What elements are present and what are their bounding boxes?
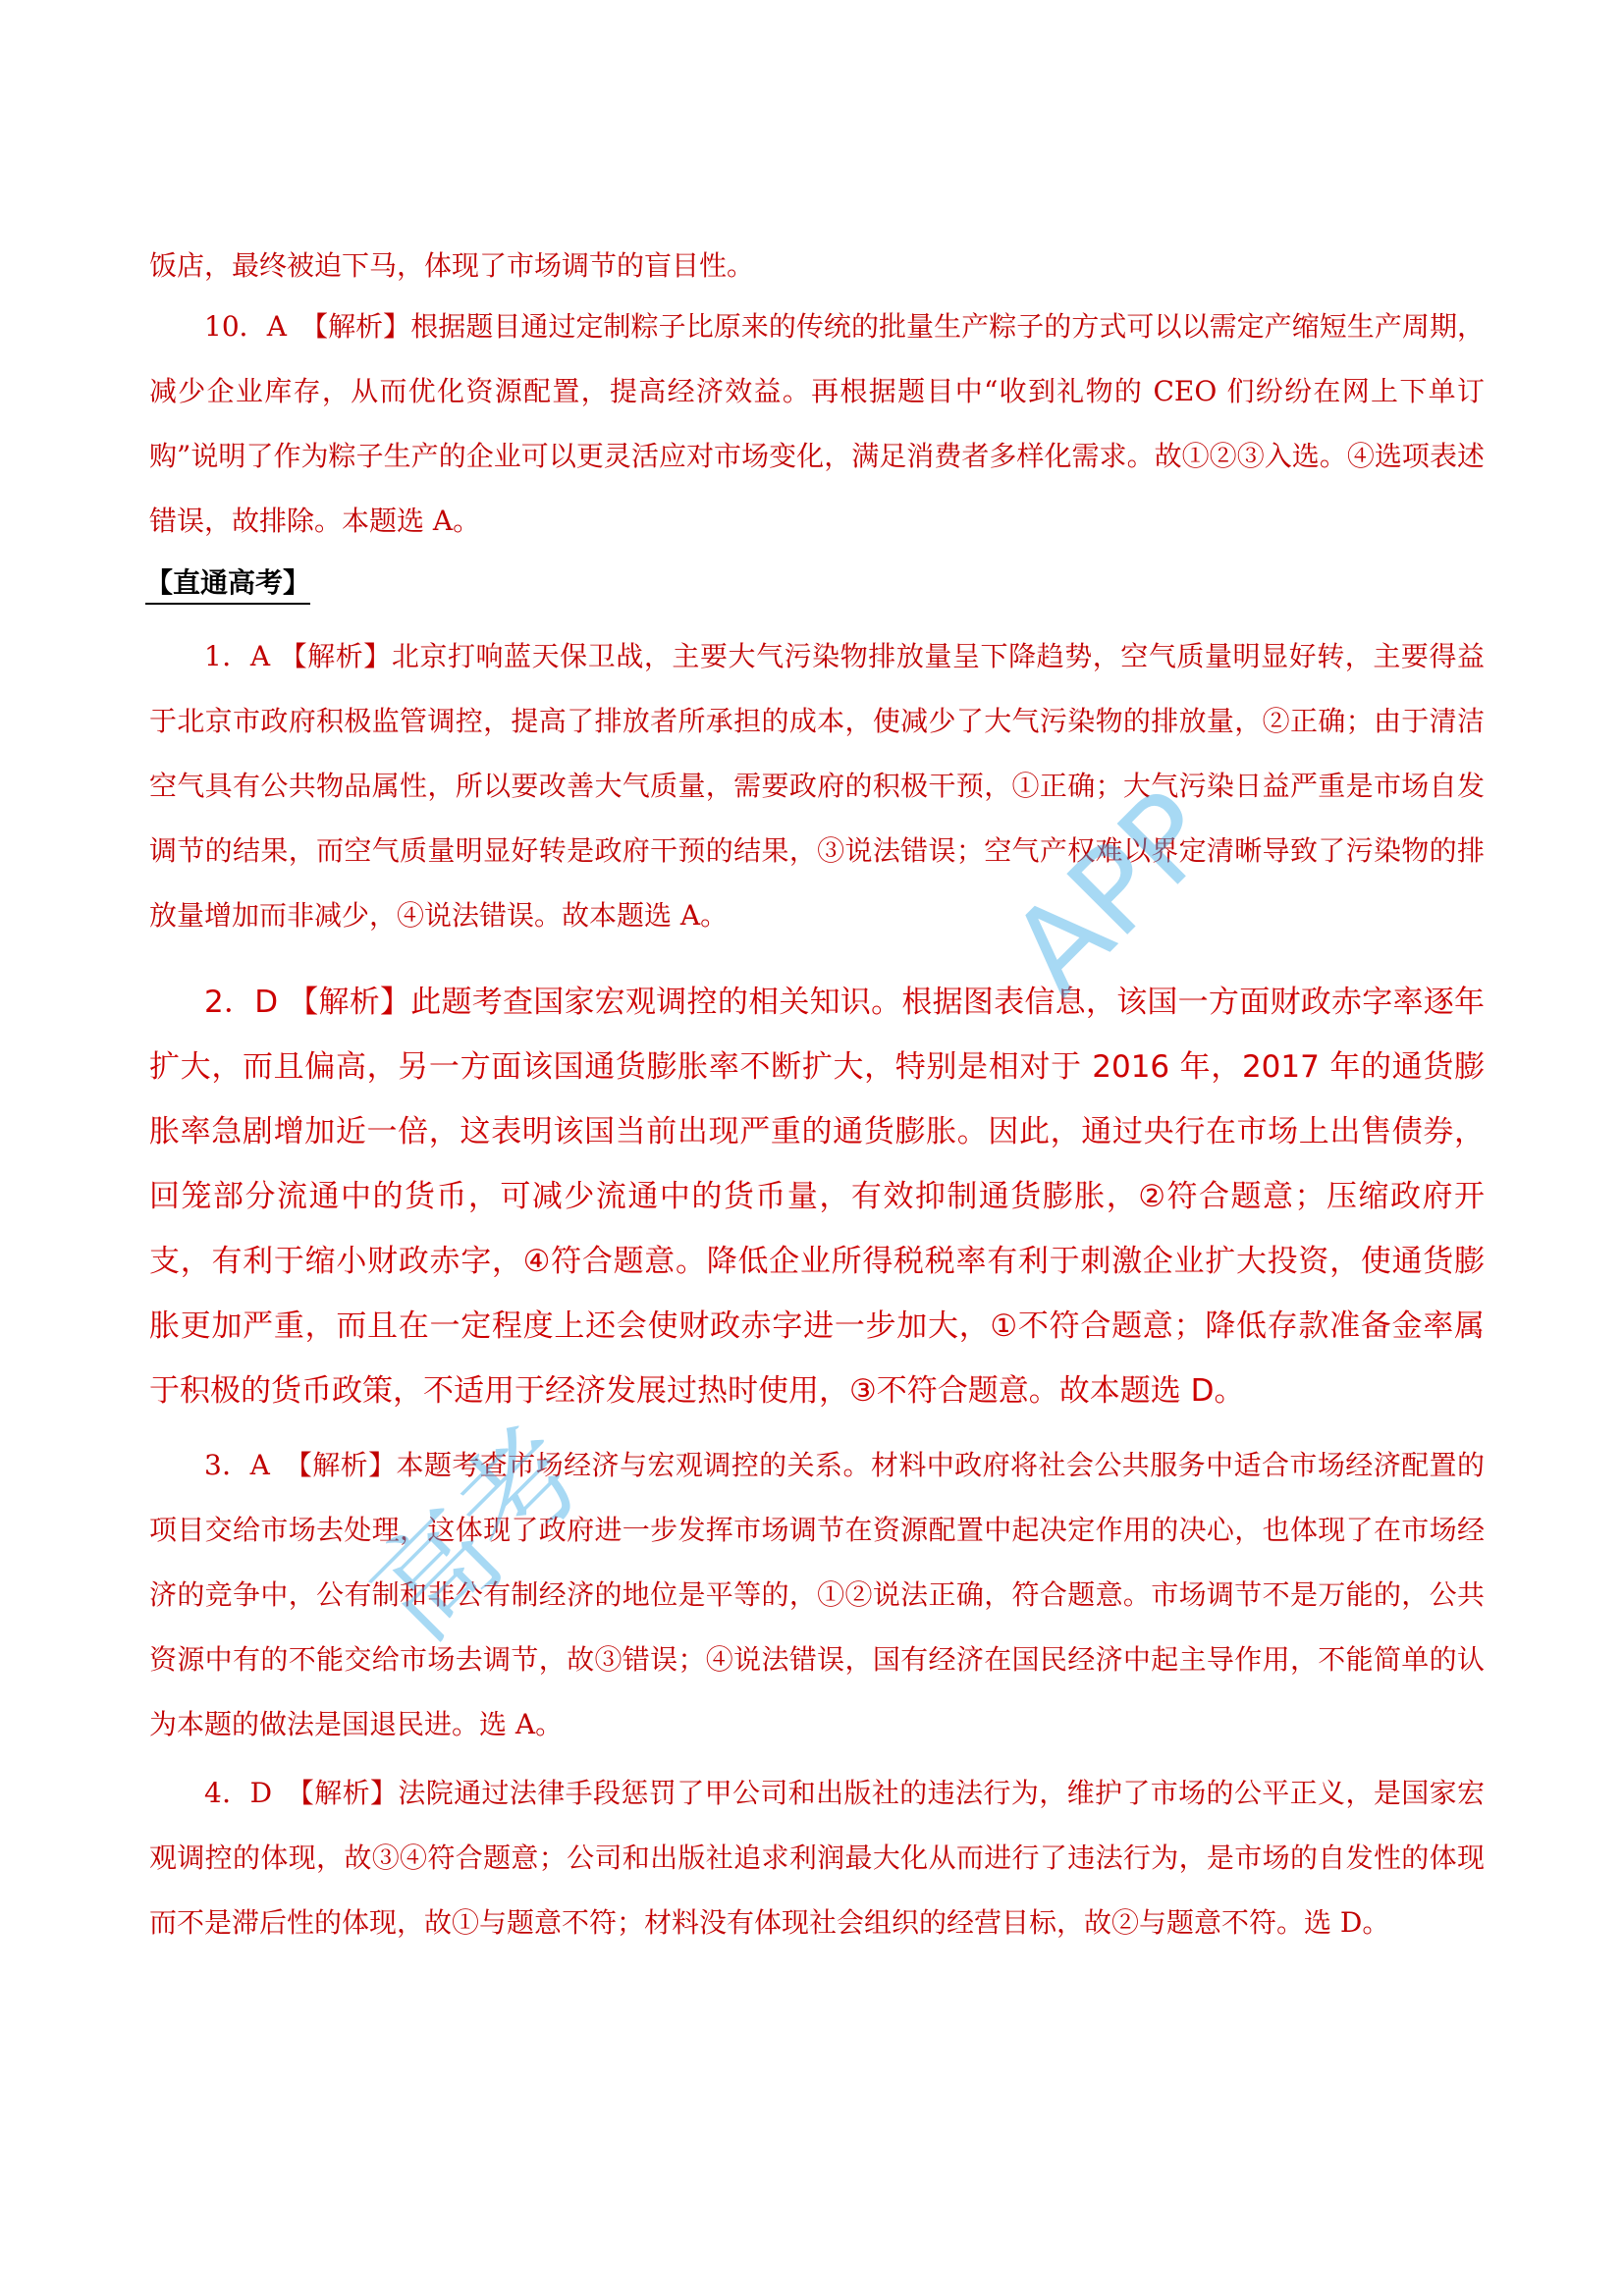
answer-10-text: 10．A 【解析】根据题目通过定制粽子比原来的传统的批量生产粽子的方式可以以需定产缩短生产周期，减少企业库存，从而优化资源配置，提高经济效益。再根据题目中“收到礼物的 CEO 们纷纷在网上下单订购”说明了作为粽子生产的企业可以更灵活应对市场变化，满足消费者多样化需求。故①②③入选。④选项表述错误，故排除。本题选 A。 <box>149 310 1485 537</box>
section-title: 【直通高考】 <box>145 563 310 605</box>
answer-2 <box>149 970 1485 1423</box>
watermark-app: APP <box>986 766 1240 1020</box>
watermark-cn: 高考 <box>347 1403 611 1667</box>
answer-4-text: 4．D 【解析】法院通过法律手段惩罚了甲公司和出版社的违法行为，维护了市场的公平正义，是国家宏观调控的体现，故③④符合题意；公司和出版社追求利润最大化从而进行了违法行为，是市场的自发性的体现而不是滞后性的体现，故①与题意不符；材料没有体现社会组织的经营目标，故②与题意不符。选 D。 <box>149 1777 1485 1939</box>
answer-3-text: 3．A 【解析】本题考查市场经济与宏观调控的关系。材料中政府将社会公共服务中适合市场经济配置的项目交给市场去处理，这体现了政府进一步发挥市场调节在资源配置中起决定作用的决心，也体现了在市场经济的竞争中，公有制和非公有制经济的地位是平等的，①②说法正确，符合题意。市场调节不是万能的，公共资源中有的不能交给市场去调节，故③错误；④说法错误，国有经济在国民经济中起主导作用，不能简单的认为本题的做法是国退民进。选 A。 <box>149 1449 1485 1740</box>
answer-10 <box>149 294 1485 554</box>
paragraph-text: 饭店，最终被迫下马，体现了市场调节的盲目性。 <box>149 249 755 282</box>
answer-1 <box>149 624 1485 948</box>
answer-4 <box>149 1761 1485 1955</box>
answer-3 <box>149 1433 1485 1757</box>
answer-1-text: 1．A 【解析】北京打响蓝天保卫战，主要大气污染物排放量呈下降趋势，空气质量明显好转，主要得益于北京市政府积极监管调控，提高了排放者所承担的成本，使减少了大气污染物的排放量，②正确；由于清洁空气具有公共物品属性，所以要改善大气质量，需要政府的积极干预，①正确；大气污染日益严重是市场自发调节的结果，而空气质量明显好转是政府干预的结果，③说法错误；空气产权难以界定清晰导致了污染物的排放量增加而非减少，④说法错误。故本题选 A。 <box>149 640 1485 932</box>
answer-2-text: 2．D 【解析】此题考查国家宏观调控的相关知识。根据图表信息，该国一方面财政赤字率逐年扩大，而且偏高，另一方面该国通货膨胀率不断扩大，特别是相对于 2016 年，2017 年的通货膨胀率急剧增加近一倍，这表明该国当前出现严重的通货膨胀。因此，通过央行在市场上出售债券，回笼部分流通中的货币，可减少流通中的货币量，有效抑制通货膨胀，②符合题意；压缩政府开支，有利于缩小财政赤字，④符合题意。降低企业所得税税率有利于刺激企业扩大投资，使通货膨胀更加严重，而且在一定程度上还会使财政赤字进一步加大，①不符合题意；降低存款准备金率属于积极的货币政策，不适用于经济发展过热时使用，③不符合题意。故本题选 D。 <box>149 985 1485 1409</box>
paragraph-prev-end <box>149 234 1485 298</box>
